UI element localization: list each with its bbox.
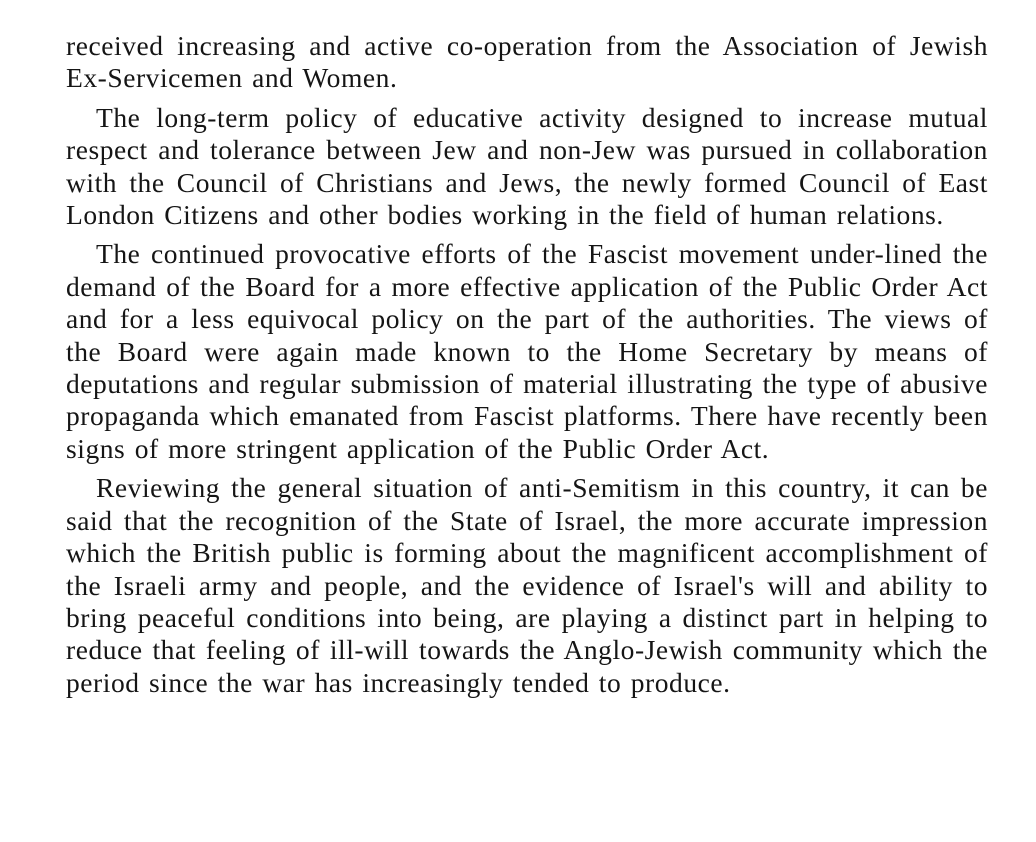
document-page: [66, 30, 988, 706]
paragraph-fascist-movement: The continued provocative efforts of the Fascist movement under-lined the demand of the Board for a more effective application of the Public Order Act and for a less equivocal policy on the part of the authorities. The views of the Board were again made known to the Home Secretary by means of deputations and regular submission of material illustrating the type of abusive propaganda which emanated from Fascist platforms. There have recently been signs of more stringent application of the Public Order Act.: [66, 238, 988, 464]
paragraph-educative-policy: The long-term policy of educative activity designed to increase mutual respect and tolerance between Jew and non-Jew was pursued in collaboration with the Council of Christians and Jews, the newly formed Council of East London Citizens and other bodies working in the field of human relations.: [66, 101, 988, 231]
paragraph-anti-semitism-review: Reviewing the general situation of anti-Semitism in this country, it can be said that the recognition of the State of Israel, the more accurate impression which the British public is forming about the magnificent accomplishment of the Israeli army and people, and the evidence of Israel's will and ability to bring peaceful conditions into being, are playing a distinct part in helping to reduce that feeling of ill-will towards the Anglo-Jewish community which the period since the war has increasingly tended to produce.: [66, 472, 988, 698]
paragraph-continuation: received increasing and active co-operation from the Association of Jewish Ex-Servicemen and Women.: [66, 30, 988, 94]
